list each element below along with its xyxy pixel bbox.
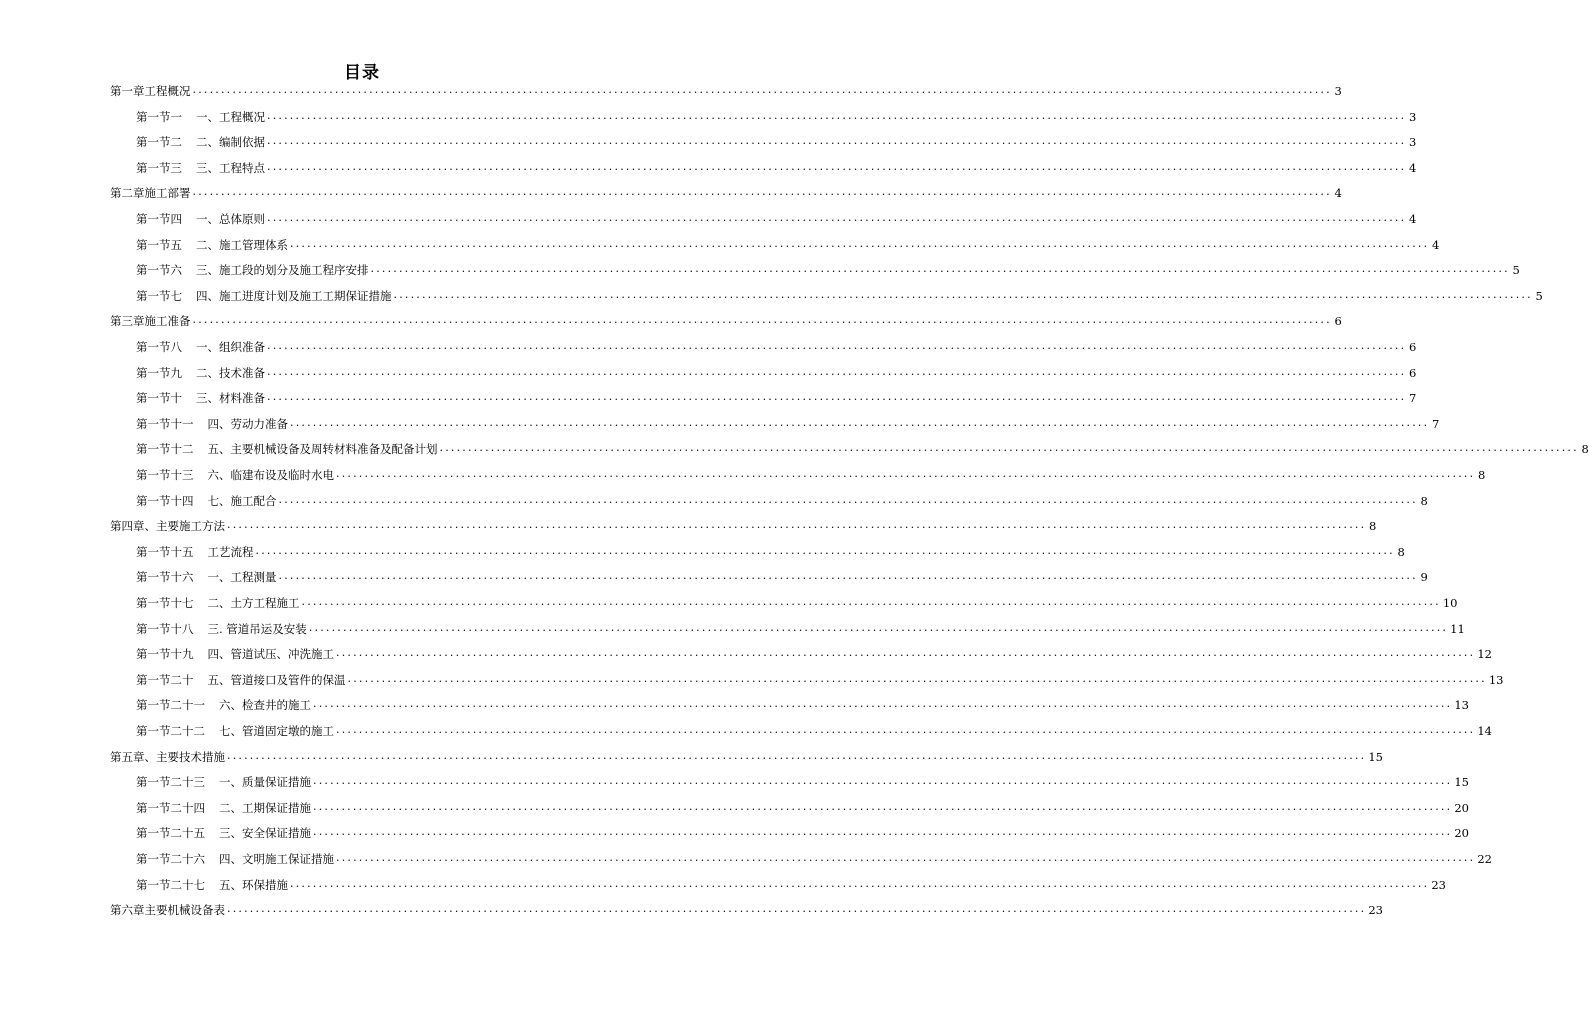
toc-page-number: 8 — [1478, 468, 1486, 482]
toc-dot-leader: ........................................................................................................................................................................................................ — [347, 671, 1487, 685]
toc-page-number: 20 — [1454, 826, 1469, 841]
toc-section-entry[interactable] — [136, 669, 1504, 687]
toc-page-number: 8 — [1397, 544, 1405, 559]
toc-page-number: 14 — [1477, 724, 1492, 738]
toc-page-number: 8 — [1369, 519, 1377, 534]
toc-entry-text: 一、工程测量 — [207, 570, 277, 585]
toc-entry-text: 第一章工程概况 — [110, 84, 191, 98]
toc-page-number: 6 — [1334, 314, 1342, 329]
toc-entry-label — [136, 263, 369, 277]
toc-page-number: 12 — [1477, 647, 1492, 662]
toc-dot-leader: ........................................................................................................................................................................................................ — [336, 646, 1476, 660]
toc-entry-text: 第三章施工准备 — [110, 314, 191, 329]
toc-section-number: 第一节十八 — [136, 621, 194, 636]
toc-entry-label — [136, 161, 265, 175]
toc-dot-leader: ........................................................................................................................................................................................................ — [192, 83, 1332, 96]
toc-section-number: 第一节十七 — [136, 596, 194, 610]
toc-section-entry[interactable] — [136, 259, 1520, 278]
toc-entry-text: 五、环保措施 — [219, 877, 288, 892]
toc-section-entry[interactable] — [136, 285, 1543, 303]
toc-dot-leader: ........................................................................................................................................................................................................ — [313, 799, 1453, 813]
toc-section-number: 第一节四 — [136, 212, 182, 226]
toc-entry-text: 二、土方工程施工 — [207, 596, 300, 610]
toc-section-number: 第一节二十三 — [136, 775, 205, 790]
toc-entry-label — [136, 110, 265, 124]
toc-entry-text: 一、工程概况 — [196, 109, 265, 124]
toc-section-entry[interactable] — [136, 771, 1469, 790]
toc-entry-label — [136, 289, 392, 303]
toc-section-number: 第一节七 — [136, 288, 182, 303]
toc-entry-text: 四、管道试压、冲洗施工 — [207, 647, 334, 662]
toc-section-number: 第一节十一 — [136, 416, 194, 431]
toc-page-number: 22 — [1477, 852, 1492, 866]
toc-dot-leader: ........................................................................................................................................................................................................ — [267, 159, 1407, 173]
toc-dot-leader: ........................................................................................................................................................................................................ — [267, 134, 1407, 148]
toc-section-entry[interactable] — [136, 234, 1440, 252]
toc-section-entry[interactable] — [136, 694, 1469, 713]
toc-dot-leader: ........................................................................................................................................................................................................ — [267, 339, 1407, 352]
toc-dot-leader: ........................................................................................................................................................................................................ — [313, 825, 1453, 839]
toc-page-number: 7 — [1409, 391, 1417, 406]
toc-entry-label — [136, 622, 307, 636]
toc-entry-label — [110, 519, 225, 533]
toc-entry-text: 三、安全保证措施 — [219, 826, 311, 841]
toc-entry-text: 第四章、主要施工方法 — [110, 519, 225, 534]
toc-entry-text: 四、文明施工保证措施 — [219, 852, 334, 866]
toc-entry-text: 三. 管道吊运及安装 — [207, 621, 307, 636]
toc-dot-leader: ........................................................................................................................................................................................................ — [290, 876, 1430, 890]
toc-dot-leader: ........................................................................................................................................................................................................ — [313, 697, 1453, 711]
toc-entry-text: 七、施工配合 — [207, 493, 277, 508]
toc-entry-label — [110, 314, 191, 328]
toc-section-entry[interactable] — [136, 822, 1469, 841]
toc-section-entry[interactable] — [136, 157, 1417, 175]
toc-section-number: 第一节十二 — [136, 442, 194, 457]
toc-page-number: 13 — [1488, 672, 1504, 687]
toc-dot-leader: ........................................................................................................................................................................................................ — [255, 543, 1395, 557]
toc-entry-text: 五、管道接口及管件的保温 — [207, 672, 346, 687]
toc-section-entry[interactable] — [136, 618, 1465, 636]
toc-entry-label — [110, 186, 191, 200]
toc-entry-label — [136, 340, 265, 354]
toc-entry-label — [136, 468, 334, 482]
toc-section-entry[interactable] — [136, 336, 1417, 354]
toc-section-number: 第一节三 — [136, 160, 182, 175]
toc-entry-label — [136, 417, 288, 431]
toc-page-number: 23 — [1368, 903, 1383, 918]
toc-dot-leader: ........................................................................................................................................................................................................ — [267, 390, 1407, 404]
toc-page-number: 4 — [1334, 186, 1342, 201]
toc-section-entry[interactable] — [136, 874, 1446, 892]
toc-section-number: 第一节十 — [136, 391, 182, 406]
toc-page-number: 6 — [1409, 340, 1417, 354]
toc-dot-leader: ........................................................................................................................................................................................................ — [308, 620, 1449, 634]
toc-entry-text: 二、编制依据 — [196, 135, 265, 150]
toc-section-number: 第一节十六 — [136, 570, 194, 585]
toc-dot-leader: ........................................................................................................................................................................................................ — [313, 774, 1453, 788]
toc-dot-leader: ........................................................................................................................................................................................................ — [267, 211, 1407, 224]
toc-entry-label — [136, 442, 438, 456]
toc-section-number: 第一节十三 — [136, 468, 194, 482]
toc-entry-label — [136, 647, 334, 661]
toc-section-entry[interactable] — [136, 362, 1417, 380]
toc-entry-label — [136, 852, 334, 866]
toc-dot-leader: ........................................................................................................................................................................................................ — [336, 723, 1476, 736]
toc-entry-text: 一、总体原则 — [196, 212, 265, 226]
toc-section-entry[interactable] — [136, 643, 1492, 662]
toc-dot-leader: ........................................................................................................................................................................................................ — [336, 851, 1476, 864]
toc-entry-label — [136, 135, 265, 149]
toc-chapter-entry[interactable] — [110, 515, 1377, 534]
toc-page-number: 5 — [1535, 288, 1543, 303]
toc-dot-leader: ........................................................................................................................................................................................................ — [290, 236, 1430, 250]
toc-page-number: 15 — [1454, 775, 1469, 790]
toc-entry-label — [136, 212, 265, 226]
toc-entry-text: 五、主要机械设备及周转材料准备及配备计划 — [207, 442, 438, 457]
toc-dot-leader: ........................................................................................................................................................................................................ — [267, 364, 1407, 378]
toc-section-number: 第一节六 — [136, 263, 182, 278]
toc-page-number: 4 — [1432, 237, 1440, 252]
toc-page-number: 23 — [1431, 877, 1446, 892]
toc-entry-text: 工艺流程 — [207, 544, 254, 559]
toc-entry-label — [136, 724, 334, 738]
toc-dot-leader: ........................................................................................................................................................................................................ — [267, 108, 1407, 122]
toc-entry-text: 四、劳动力准备 — [207, 416, 288, 431]
toc-entry-text: 六、检查井的施工 — [219, 698, 311, 713]
toc-section-entry[interactable] — [136, 131, 1417, 150]
toc-entry-text: 第五章、主要技术措施 — [110, 749, 225, 764]
toc-chapter-entry[interactable] — [110, 899, 1383, 918]
toc-page-number: 10 — [1442, 596, 1458, 610]
toc-section-number: 第一节二十七 — [136, 877, 205, 892]
toc-section-entry[interactable] — [136, 592, 1458, 610]
toc-dot-leader: ........................................................................................................................................................................................................ — [393, 287, 1533, 301]
toc-entry-label — [136, 545, 254, 559]
toc-section-entry[interactable] — [136, 438, 1589, 457]
toc-page-number: 13 — [1454, 698, 1469, 713]
toc-page-number: 11 — [1450, 621, 1465, 636]
toc-page-number: 4 — [1409, 212, 1417, 226]
toc-entry-label — [110, 903, 225, 917]
toc-section-number: 第一节二 — [136, 135, 182, 150]
toc-section-entry[interactable] — [136, 720, 1492, 738]
toc-section-entry[interactable] — [136, 106, 1417, 124]
toc-entry-text: 一、质量保证措施 — [219, 775, 311, 790]
toc-entry-label — [136, 826, 311, 840]
toc-dot-leader: ........................................................................................................................................................................................................ — [278, 492, 1418, 506]
toc-dot-leader: ........................................................................................................................................................................................................ — [278, 569, 1418, 583]
toc-page-number: 3 — [1334, 84, 1342, 98]
toc-section-entry[interactable] — [136, 387, 1417, 406]
toc-section-number: 第一节二十四 — [136, 800, 205, 815]
toc-entry-label — [136, 570, 277, 584]
toc-entry-text: 二、施工管理体系 — [196, 237, 288, 252]
toc-entry-label — [110, 750, 225, 764]
toc-entry-label — [136, 775, 311, 789]
toc-entry-label — [136, 238, 288, 252]
toc-section-number: 第一节八 — [136, 340, 182, 354]
toc-section-entry[interactable] — [136, 208, 1417, 226]
toc-section-number: 第一节二十二 — [136, 724, 205, 738]
toc-entry-label — [136, 878, 288, 892]
toc-page-number: 4 — [1409, 160, 1417, 175]
toc-section-number: 第一节十九 — [136, 647, 194, 662]
toc-section-entry[interactable] — [136, 413, 1440, 431]
toc-entry-label — [110, 84, 191, 98]
toc-entry-text: 三、材料准备 — [196, 391, 265, 406]
toc-entry-text: 三、施工段的划分及施工程序安排 — [196, 263, 369, 278]
toc-section-number: 第一节二十六 — [136, 852, 205, 866]
toc-entry-text: 三、工程特点 — [196, 160, 265, 175]
page-title: 目录 — [344, 63, 380, 83]
toc-page-number: 15 — [1368, 749, 1383, 764]
toc-chapter-entry[interactable] — [110, 182, 1342, 201]
toc-dot-leader: ........................................................................................................................................................................................................ — [290, 415, 1430, 429]
toc-chapter-entry[interactable] — [110, 310, 1342, 329]
toc-dot-leader: ........................................................................................................................................................................................................ — [192, 185, 1332, 199]
toc-entry-text: 六、临建布设及临时水电 — [207, 468, 334, 482]
toc-dot-leader: ........................................................................................................................................................................................................ — [301, 595, 1441, 608]
toc-chapter-entry[interactable] — [110, 80, 1342, 98]
toc-section-entry[interactable] — [136, 464, 1486, 482]
toc-section-entry[interactable] — [136, 848, 1492, 866]
toc-page-number: 3 — [1409, 109, 1417, 124]
toc-dot-leader: ........................................................................................................................................................................................................ — [439, 441, 1579, 455]
toc-page-number: 3 — [1409, 135, 1417, 150]
toc-entry-text: 四、施工进度计划及施工工期保证措施 — [196, 288, 392, 303]
toc-dot-leader: ........................................................................................................................................................................................................ — [227, 902, 1367, 916]
toc-entry-text: 七、管道固定墩的施工 — [219, 724, 334, 738]
toc-entry-text: 第二章施工部署 — [110, 186, 191, 201]
toc-section-number: 第一节九 — [136, 365, 182, 380]
toc-page-number: 8 — [1420, 493, 1428, 508]
toc-page-number: 8 — [1581, 442, 1589, 457]
toc-chapter-entry[interactable] — [110, 746, 1383, 764]
toc-entry-label — [136, 596, 300, 610]
toc-page-number: 7 — [1432, 416, 1440, 431]
toc-entry-label — [136, 801, 311, 815]
toc-entry-label — [136, 391, 265, 405]
toc-section-number: 第一节一 — [136, 109, 182, 124]
toc-entry-text: 二、技术准备 — [196, 365, 265, 380]
toc-dot-leader: ........................................................................................................................................................................................................ — [192, 313, 1332, 327]
toc-entry-label — [136, 698, 311, 712]
toc-section-number: 第一节十五 — [136, 544, 194, 559]
toc-section-number: 第一节二十一 — [136, 698, 205, 713]
toc-section-number: 第一节五 — [136, 237, 182, 252]
toc-dot-leader: ........................................................................................................................................................................................................ — [370, 262, 1510, 276]
toc-entry-label — [136, 494, 277, 508]
toc-section-entry[interactable] — [136, 541, 1405, 559]
toc-entry-text: 二、工期保证措施 — [219, 800, 311, 815]
toc-page-number: 20 — [1454, 800, 1469, 815]
toc-entry-text: 一、组织准备 — [196, 340, 265, 354]
toc-section-entry[interactable] — [136, 797, 1469, 815]
toc-entry-label — [136, 366, 265, 380]
toc-section-entry[interactable] — [136, 566, 1428, 585]
toc-page-number: 6 — [1409, 365, 1417, 380]
toc-section-number: 第一节二十五 — [136, 826, 205, 841]
toc-entry-text: 第六章主要机械设备表 — [110, 903, 225, 918]
toc-dot-leader: ........................................................................................................................................................................................................ — [227, 748, 1367, 762]
toc-section-entry[interactable] — [136, 490, 1428, 508]
toc-section-number: 第一节二十 — [136, 672, 194, 687]
toc-entry-label — [136, 673, 346, 687]
toc-page-number: 9 — [1420, 570, 1428, 585]
toc-dot-leader: ........................................................................................................................................................................................................ — [227, 518, 1367, 532]
toc-section-number: 第一节十四 — [136, 493, 194, 508]
toc-page-number: 5 — [1512, 263, 1520, 278]
toc-dot-leader: ........................................................................................................................................................................................................ — [336, 467, 1476, 480]
